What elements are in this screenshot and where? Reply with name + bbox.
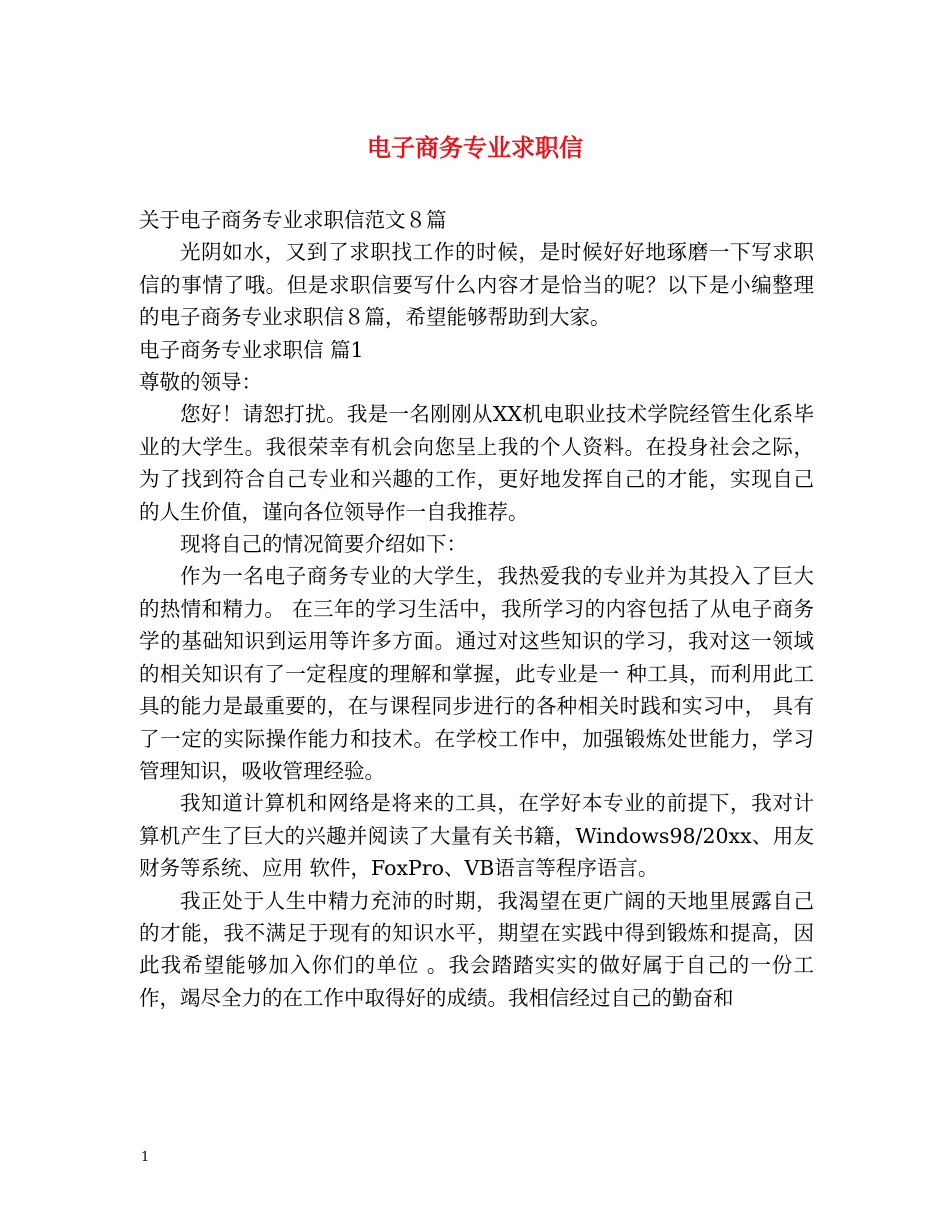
page-number: 1 [141, 1150, 150, 1165]
subtitle-line: 关于电子商务专业求职信范文８篇 [139, 208, 447, 232]
body-paragraph: 现将自己的情况简要介绍如下： [180, 532, 467, 557]
body-paragraph: 您好！请恕打扰。我是一名刚刚从XX机电职业技术学院经管生化系毕业的大学生。我很荣幸有机会向您呈上我的个人资料。在投身社会之际，为了找到符合自己专业和兴趣的工作，更好地发挥自己的才能，实现自己的人生价值，谨向各位领导作一自我推荐。 [139, 402, 814, 524]
intro-paragraph: 光阴如水，又到了求职找工作的时候，是时候好好地琢磨一下写求职信的事情了哦。但是求职信要写什么内容才是恰当的呢？以下是小编整理的电子商务专业求职信８篇，希望能够帮助到大家。 [139, 240, 814, 330]
body-paragraph: 我正处于人生中精力充沛的时期，我渴望在更广阔的天地里展露自己的才能，我不满足于现有的知识水平，期望在实践中得到锻炼和提高，因此我希望能够加入你们的单位 。我会踏踏实实的做好属于自己的一份工作，竭尽全力的在工作中取得好的成绩。我相信经过自己的勤奋和 [139, 888, 814, 1010]
salutation: 尊敬的领导： [139, 370, 262, 395]
body-paragraph: 我知道计算机和网络是将来的工具，在学好本专业的前提下，我对计算机产生了巨大的兴趣并阅读了大量有关书籍，Windows98/20xx、用友财务等系统、应用 软件，FoxPro、VB语言等程序语言。 [139, 791, 814, 881]
section-heading: 电子商务专业求职信 篇1 [139, 337, 364, 362]
body-paragraph: 作为一名电子商务专业的大学生，我热爱我的专业并为其投入了巨大的热情和精力。 在三年的学习生活中，我所学习的内容包括了从电子商务学的基础知识到运用等许多方面。通过对这些知识的学习，我对这一领域的相关知识有了一定程度的理解和掌握，此专业是一 种工具，而利用此工具的能力是最重要的，在与课程同步进行的各种相关时践和实习中， 具有了一定的实际操作能力和技术。在学校工作中，加强锻炼处世能力，学习管理知识，吸收管理经验。 [139, 564, 814, 783]
document-body [139, 204, 814, 1014]
document-title: 电子商务专业求职信 [367, 133, 583, 162]
